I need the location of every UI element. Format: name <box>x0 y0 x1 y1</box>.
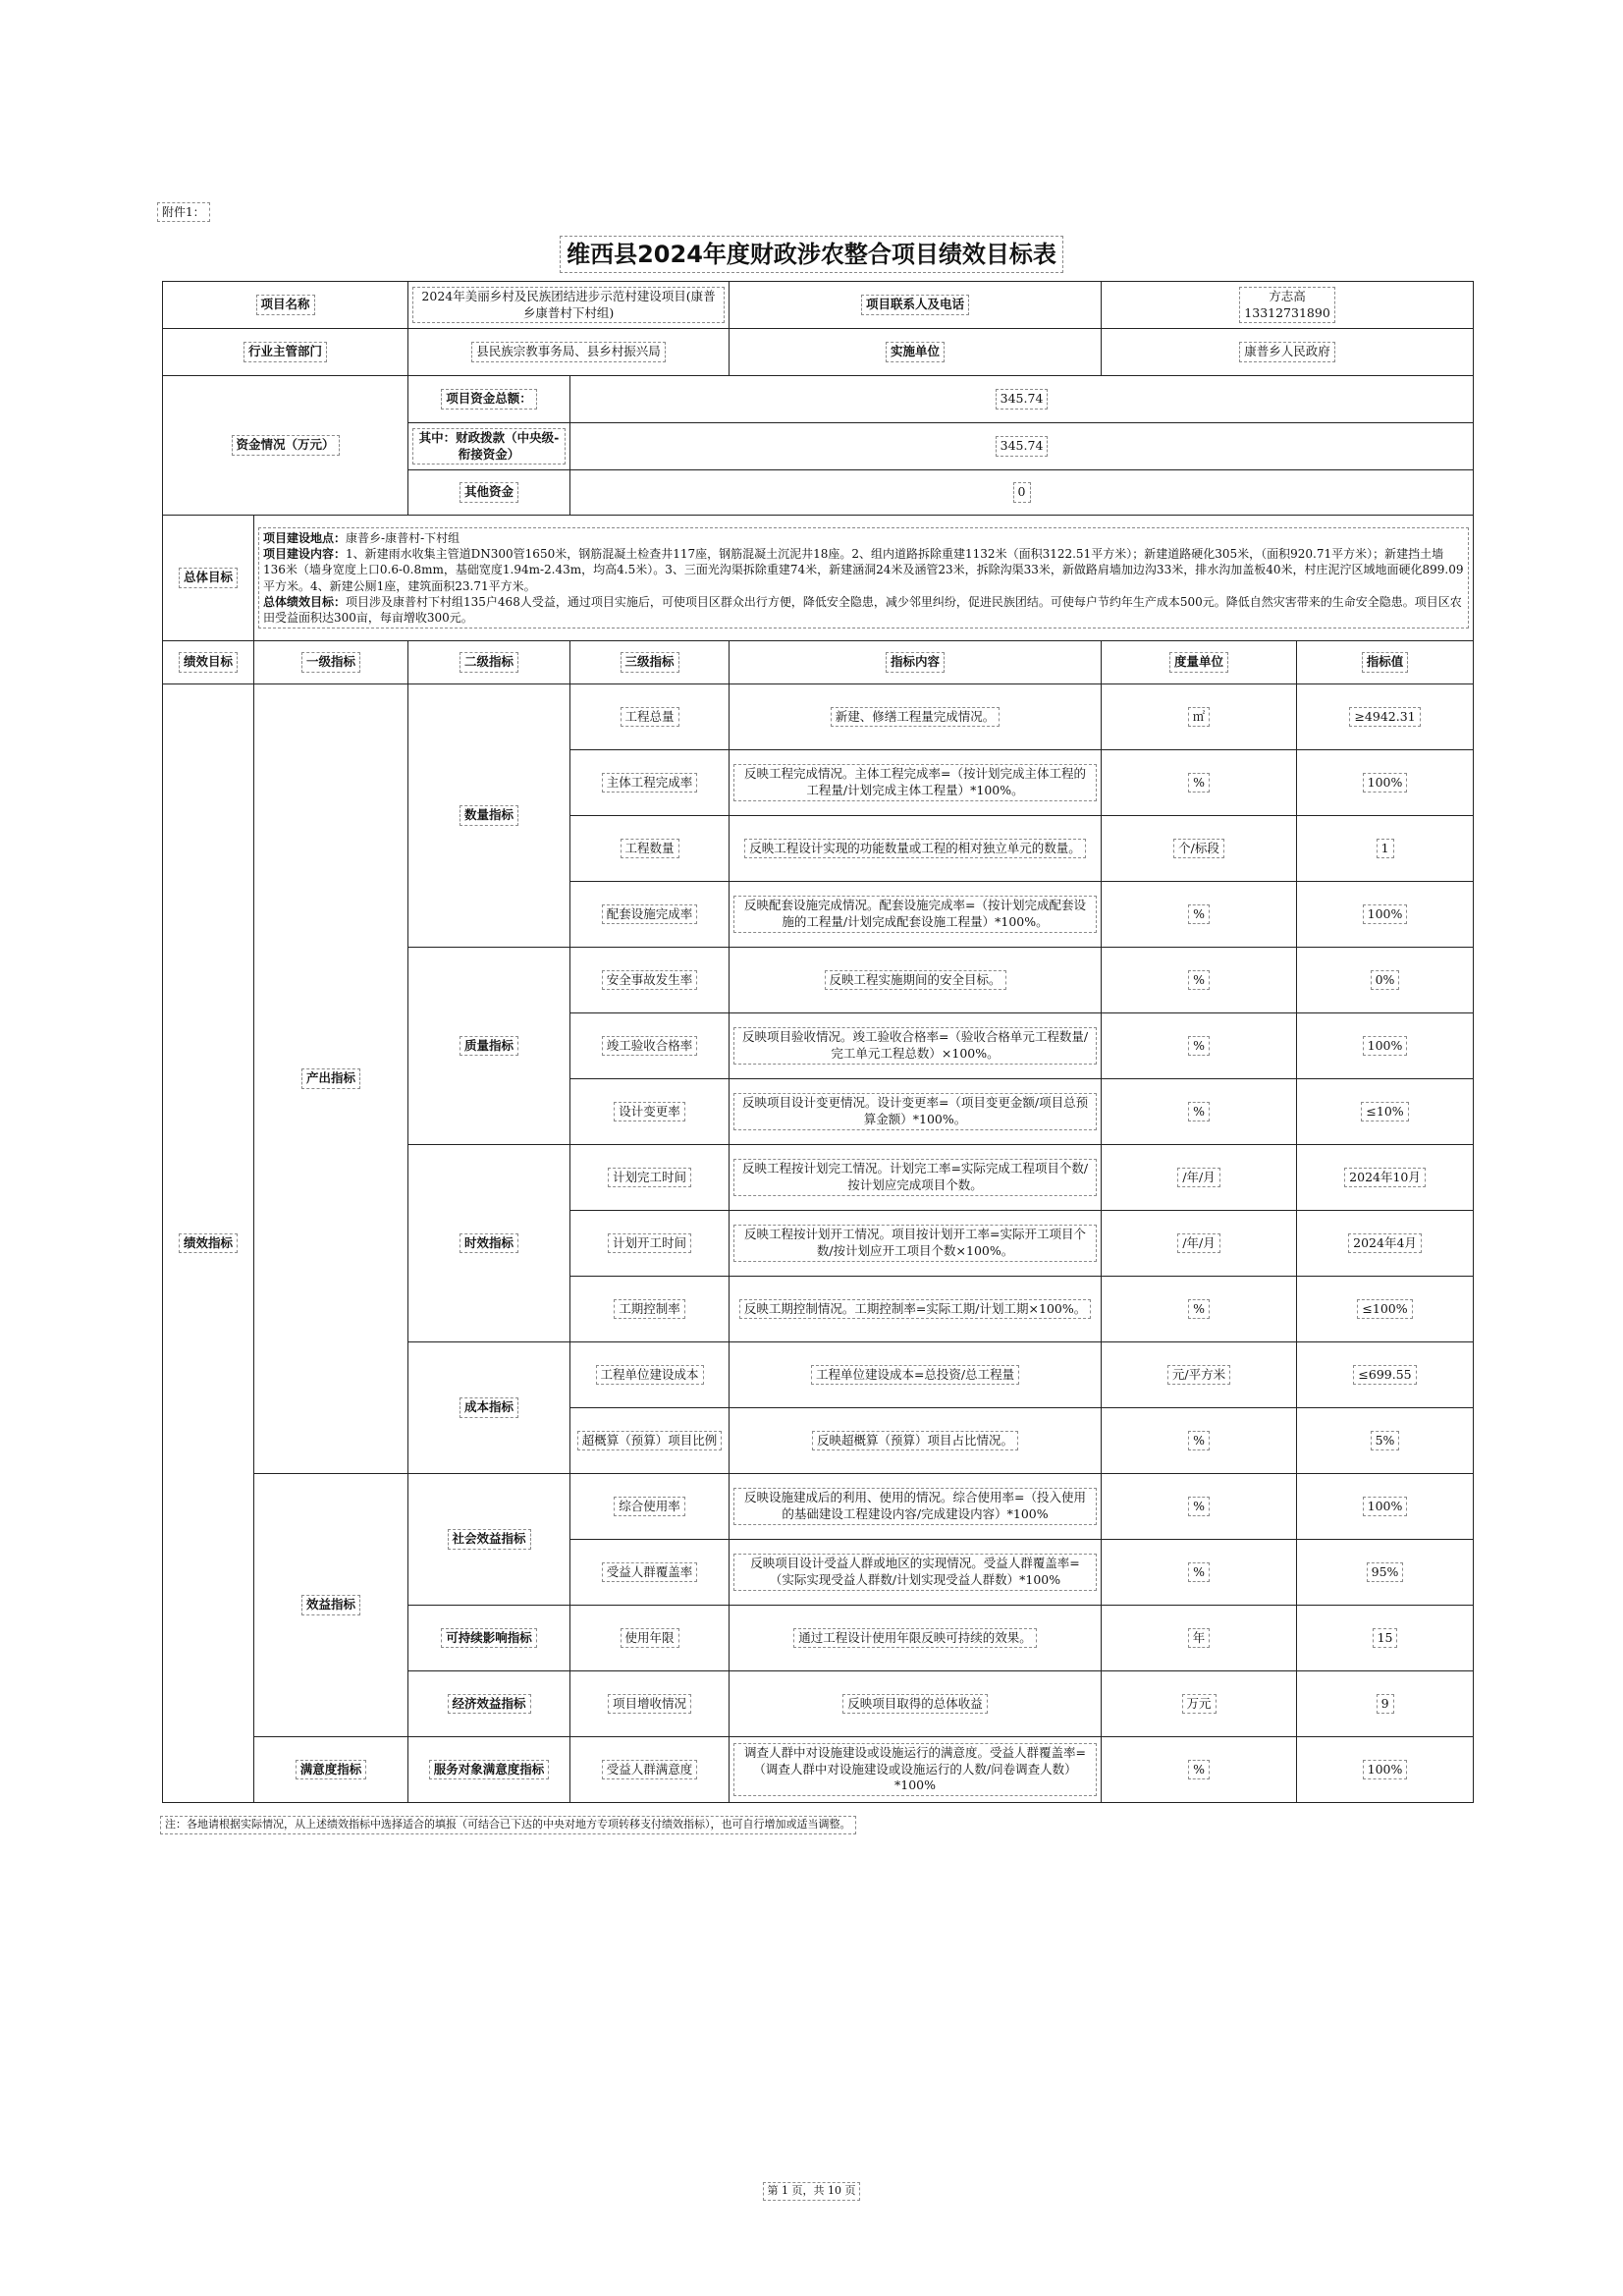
indicator-value: ≤699.55 <box>1297 1342 1474 1408</box>
indicator-content: 反映工程完成情况。主体工程完成率=（按计划完成主体工程的工程量/计划完成主体工程量）*100%。 <box>730 750 1102 816</box>
indicator-content: 反映工程实施期间的安全目标。 <box>730 948 1102 1013</box>
level1-indicator: 满意度指标 <box>254 1737 408 1803</box>
level3-indicator: 受益人群覆盖率 <box>570 1540 730 1606</box>
overall-goal-content: 项目建设地点：康普乡-康普村-下村组 项目建设内容：1、新建雨水收集主管道DN300管1650米，钢筋混凝土检查井117座，钢筋混凝土沉泥井18座。2、组内道路拆除重建1132米（面积3122.51平方米）；新建道路硬化305米，（面积920.71平方米）；新建挡土墙136米（墙身宽度上口0.6-0.8mm，基础宽度1.94m-2.43m，均高4.5米）。3、三面光沟渠拆除重建74米，新建涵洞24米及涵管23米，拆除沟渠33米，新做路肩墙加边沟33米，排水沟加盖板40米，村庄泥泞区域地面硬化899.09平方米。4、新建公厕1座，建筑面积23.71平方米。 总体绩效目标：项目涉及康普村下村组135户468人受益，通过项目实施后，可使项目区群众出行方便，降低安全隐患，减少邻里纠纷，促进民族团结。可使每户节约年生产成本500元。降低自然灾害带来的生命安全隐患。项目区农田受益面积达300亩，每亩增收300元。 <box>254 516 1474 641</box>
header-unit: 度量单位 <box>1102 641 1297 684</box>
level3-indicator: 设计变更率 <box>570 1079 730 1145</box>
level2-indicator: 服务对象满意度指标 <box>408 1737 570 1803</box>
funding-total-value: 345.74 <box>570 376 1474 423</box>
indicator-content: 调查人群中对设施建设或设施运行的满意度。受益人群覆盖率=（调查人群中对设施建设或设施运行的人数/问卷调查人数）*100% <box>730 1737 1102 1803</box>
indicator-unit: ㎡ <box>1102 684 1297 750</box>
level2-indicator: 质量指标 <box>408 948 570 1145</box>
funding-label: 资金情况（万元） <box>163 376 408 516</box>
level3-indicator: 安全事故发生率 <box>570 948 730 1013</box>
level2-indicator: 时效指标 <box>408 1145 570 1342</box>
contact-value <box>1102 282 1474 329</box>
indicator-content: 反映设施建成后的利用、使用的情况。综合使用率=（投入使用的基础建设工程建设内容/完成建设内容）*100% <box>730 1474 1102 1540</box>
indicator-unit: % <box>1102 1408 1297 1474</box>
indicator-content: 工程单位建设成本=总投资/总工程量 <box>730 1342 1102 1408</box>
construction-content-text: 1、新建雨水收集主管道DN300管1650米，钢筋混凝土检查井117座，钢筋混凝土沉泥井18座。2、组内道路拆除重建1132米（面积3122.51平方米）；新建道路硬化305米，（面积920.71平方米）；新建挡土墙136米（墙身宽度上口0.6-0.8mm，基础宽度1.94m-2.43m，均高4.5米）。3、三面光沟渠拆除重建74米，新建涵洞24米及涵管23米，拆除沟渠33米，新做路肩墙加边沟33米，排水沟加盖板40米，村庄泥泞区域地面硬化899.09平方米。4、新建公厕1座，建筑面积23.71平方米。 <box>263 547 1464 593</box>
indicator-value: 100% <box>1297 1474 1474 1540</box>
level3-indicator: 配套设施完成率 <box>570 882 730 948</box>
header-content: 指标内容 <box>730 641 1102 684</box>
indicator-value: 2024年10月 <box>1297 1145 1474 1211</box>
indicator-content: 反映工程设计实现的功能数量或工程的相对独立单元的数量。 <box>730 816 1102 882</box>
contact-name: 方志高 <box>1269 288 1306 303</box>
footnote: 注：各地请根据实际情况，从上述绩效指标中选择适合的填报（可结合已下达的中央对地方专项转移支付绩效指标），也可自行增加或适当调整。 <box>160 1816 856 1834</box>
header-level3: 三级指标 <box>570 641 730 684</box>
indicator-value: ≤100% <box>1297 1277 1474 1342</box>
perf-indicator-label: 绩效指标 <box>163 684 254 1803</box>
indicator-value: ≥4942.31 <box>1297 684 1474 750</box>
level2-indicator: 成本指标 <box>408 1342 570 1474</box>
indicator-content: 反映项目设计受益人群或地区的实现情况。受益人群覆盖率=（实际实现受益人群数/计划实现受益人群数）*100% <box>730 1540 1102 1606</box>
level3-indicator: 使用年限 <box>570 1606 730 1671</box>
indicator-value: 2024年4月 <box>1297 1211 1474 1277</box>
funding-total-row <box>163 376 1474 423</box>
level2-indicator: 可持续影响指标 <box>408 1606 570 1671</box>
indicator-unit: 万元 <box>1102 1671 1297 1737</box>
indicator-content: 反映项目设计变更情况。设计变更率=（项目变更金额/项目总预算金额）*100%。 <box>730 1079 1102 1145</box>
indicator-unit: % <box>1102 1474 1297 1540</box>
overall-goal-row <box>163 516 1474 641</box>
level3-indicator: 计划开工时间 <box>570 1211 730 1277</box>
indicator-value: 0% <box>1297 948 1474 1013</box>
performance-table <box>162 281 1474 1803</box>
project-name-value: 2024年美丽乡村及民族团结进步示范村建设项目(康普乡康普村下村组) <box>408 282 730 329</box>
indicator-value: 100% <box>1297 1013 1474 1079</box>
funding-fiscal-label: 其中：财政拨款（中央级-衔接资金） <box>408 423 570 470</box>
indicator-unit: 年 <box>1102 1606 1297 1671</box>
level3-indicator: 主体工程完成率 <box>570 750 730 816</box>
level3-indicator: 受益人群满意度 <box>570 1737 730 1803</box>
level3-indicator: 工程数量 <box>570 816 730 882</box>
indicator-content: 反映工程按计划开工情况。项目按计划开工率=实际开工项目个数/按计划应开工项目个数×100%。 <box>730 1211 1102 1277</box>
indicator-value: 9 <box>1297 1671 1474 1737</box>
funding-other-label: 其他资金 <box>408 470 570 516</box>
level3-indicator: 项目增收情况 <box>570 1671 730 1737</box>
indicator-unit: % <box>1102 948 1297 1013</box>
indicator-value: ≤10% <box>1297 1079 1474 1145</box>
overall-goal-label: 总体目标 <box>163 516 254 641</box>
funding-other-value: 0 <box>570 470 1474 516</box>
level3-indicator: 计划完工时间 <box>570 1145 730 1211</box>
indicator-unit: /年/月 <box>1102 1145 1297 1211</box>
indicator-content: 反映项目验收情况。竣工验收合格率=（验收合格单元工程数量/完工单元工程总数）×100%。 <box>730 1013 1102 1079</box>
indicator-unit: 个/标段 <box>1102 816 1297 882</box>
performance-goal-text: 项目涉及康普村下村组135户468人受益，通过项目实施后，可使项目区群众出行方便，降低安全隐患，减少邻里纠纷，促进民族团结。可使每户节约年生产成本500元。降低自然灾害带来的生命安全隐患。项目区农田受益面积达300亩，每亩增收300元。 <box>263 594 1462 625</box>
indicator-value: 100% <box>1297 750 1474 816</box>
project-name-label: 项目名称 <box>163 282 408 329</box>
page-title: 维西县2024年度财政涉农整合项目绩效目标表 <box>0 236 1623 273</box>
indicator-unit: 元/平方米 <box>1102 1342 1297 1408</box>
level2-indicator: 经济效益指标 <box>408 1671 570 1737</box>
indicator-content: 反映项目取得的总体收益 <box>730 1671 1102 1737</box>
level3-indicator: 综合使用率 <box>570 1474 730 1540</box>
contact-label: 项目联系人及电话 <box>730 282 1102 329</box>
indicator-value: 95% <box>1297 1540 1474 1606</box>
indicator-row <box>163 1737 1474 1803</box>
level3-indicator: 竣工验收合格率 <box>570 1013 730 1079</box>
attachment-label: 附件1： <box>157 202 210 222</box>
header-level2: 二级指标 <box>408 641 570 684</box>
location-text: 康普乡-康普村-下村组 <box>346 530 460 545</box>
level3-indicator: 工程单位建设成本 <box>570 1342 730 1408</box>
funding-fiscal-value: 345.74 <box>570 423 1474 470</box>
indicator-content: 新建、修缮工程量完成情况。 <box>730 684 1102 750</box>
indicator-content: 反映工期控制情况。工期控制率=实际工期/计划工期×100%。 <box>730 1277 1102 1342</box>
dept-value: 县民族宗教事务局、县乡村振兴局 <box>408 329 730 376</box>
project-name-row <box>163 282 1474 329</box>
header-perf-goal: 绩效目标 <box>163 641 254 684</box>
level1-indicator: 效益指标 <box>254 1474 408 1737</box>
level3-indicator: 工期控制率 <box>570 1277 730 1342</box>
dept-label: 行业主管部门 <box>163 329 408 376</box>
indicator-content: 反映工程按计划完工情况。计划完工率=实际完成工程项目个数/按计划应完成项目个数。 <box>730 1145 1102 1211</box>
indicator-unit: % <box>1102 1277 1297 1342</box>
indicator-value: 100% <box>1297 882 1474 948</box>
indicator-value: 100% <box>1297 1737 1474 1803</box>
indicator-unit: % <box>1102 882 1297 948</box>
unit-label: 实施单位 <box>730 329 1102 376</box>
level3-indicator: 工程总量 <box>570 684 730 750</box>
indicator-unit: % <box>1102 1540 1297 1606</box>
header-level1: 一级指标 <box>254 641 408 684</box>
indicator-value: 1 <box>1297 816 1474 882</box>
contact-phone: 13312731890 <box>1244 304 1330 320</box>
indicator-unit: % <box>1102 750 1297 816</box>
indicator-unit: % <box>1102 1013 1297 1079</box>
header-value: 指标值 <box>1297 641 1474 684</box>
indicator-unit: /年/月 <box>1102 1211 1297 1277</box>
indicator-unit: % <box>1102 1737 1297 1803</box>
page-number: 第 1 页，共 10 页 <box>0 2182 1623 2201</box>
level2-indicator: 数量指标 <box>408 684 570 948</box>
indicator-content: 反映配套设施完成情况。配套设施完成率=（按计划完成配套设施的工程量/计划完成配套设施工程量）*100%。 <box>730 882 1102 948</box>
indicator-value: 15 <box>1297 1606 1474 1671</box>
indicator-value: 5% <box>1297 1408 1474 1474</box>
indicator-row <box>163 684 1474 750</box>
level2-indicator: 社会效益指标 <box>408 1474 570 1606</box>
indicator-content: 反映超概算（预算）项目占比情况。 <box>730 1408 1102 1474</box>
indicator-unit: % <box>1102 1079 1297 1145</box>
funding-total-label: 项目资金总额： <box>408 376 570 423</box>
level1-indicator: 产出指标 <box>254 684 408 1474</box>
indicator-row <box>163 1474 1474 1540</box>
indicator-content: 通过工程设计使用年限反映可持续的效果。 <box>730 1606 1102 1671</box>
level3-indicator: 超概算（预算）项目比例 <box>570 1408 730 1474</box>
department-row <box>163 329 1474 376</box>
indicator-header-row <box>163 641 1474 684</box>
unit-value: 康普乡人民政府 <box>1102 329 1474 376</box>
